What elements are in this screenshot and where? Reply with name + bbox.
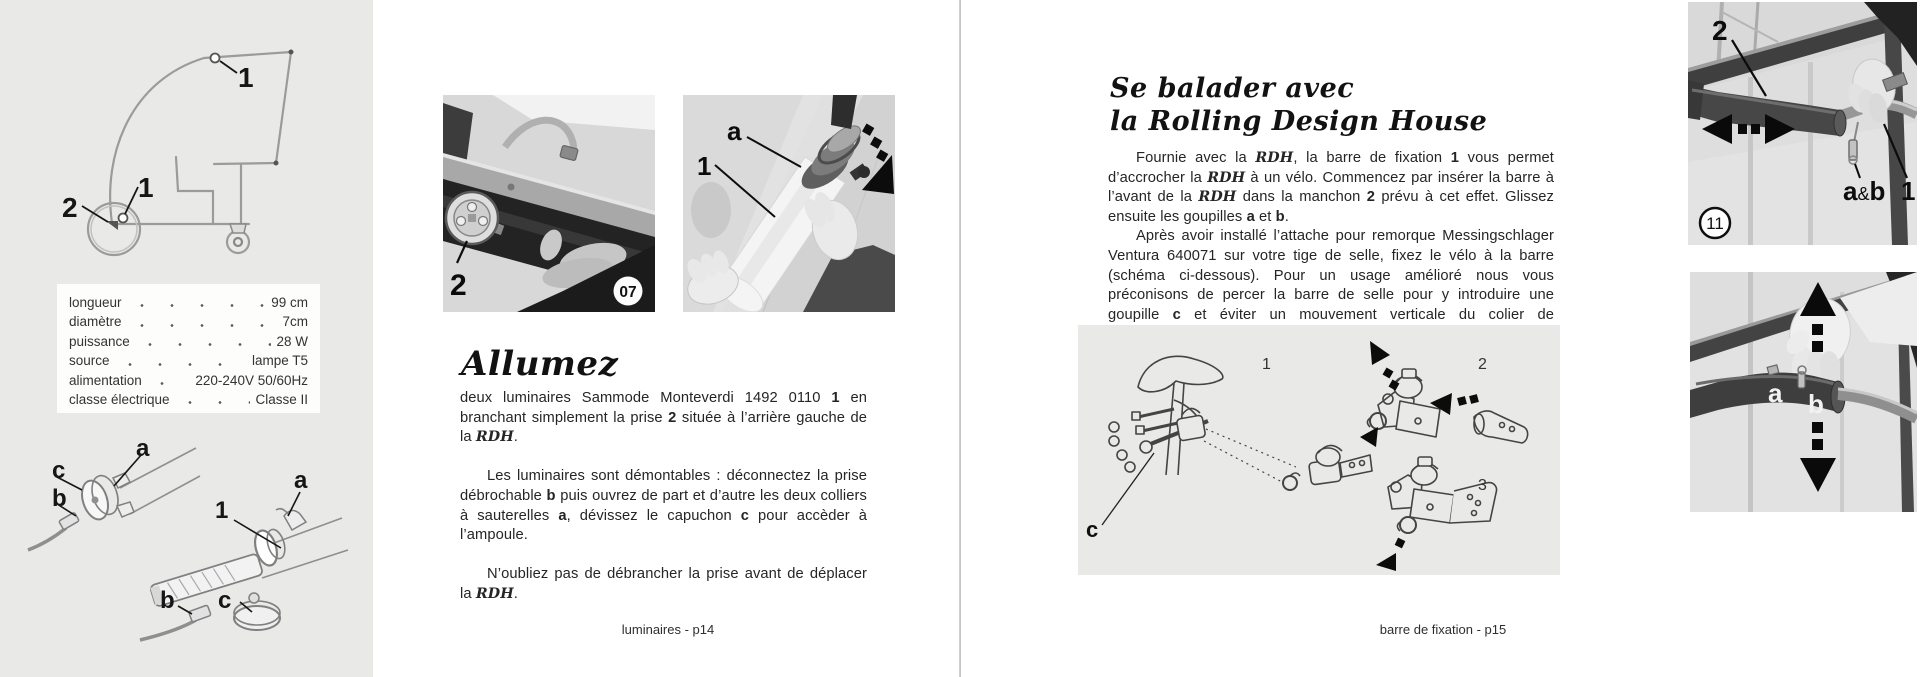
step-badge-07: [614, 277, 643, 306]
exploded-label-1: 1: [215, 497, 229, 524]
schema-label-3: 3: [1478, 477, 1487, 494]
spec-label: source: [69, 353, 110, 369]
page-title-se-balader: [1110, 72, 1487, 138]
page-footer-left: luminaires - p14: [621, 622, 715, 637]
photo-label-1: 1: [697, 151, 712, 181]
spec-label: classe électrique: [69, 392, 170, 408]
paragraph: N’oubliez pas de débrancher la prise avant de déplacer la RDH.: [460, 566, 867, 602]
spec-row: [69, 293, 308, 312]
dot-leader: [135, 332, 272, 351]
photo-pins-a-b: [1690, 272, 1917, 512]
photo-label-2: 2: [1712, 15, 1728, 46]
dot-leader: [127, 312, 278, 331]
photo-label-b: b: [1808, 389, 1824, 419]
luminaire-exploded-drawing: [0, 428, 373, 660]
body-text-right: [1108, 149, 1554, 345]
spec-row: [69, 332, 308, 351]
profile-label-1-mid: 1: [138, 172, 154, 203]
paragraph: Fournie avec la RDH, la barre de fixation 1 vous permet d’accrocher la RDH à un vélo. Commencez par insérer la barre à l’avant de la RDH dans la manchon 2 prévu à cet effet. Glissez ensuite les goupilles a et b.: [1108, 150, 1555, 225]
plug-connector: [446, 192, 498, 244]
dot-leader: [127, 293, 267, 312]
paragraph: Après avoir installé l’attache pour remorque Messingschlager Ventura 640071 sur votre tige de selle, fixez le vélo à la barre (schéma ci-dessous). Pour un usage amélioré nous vous préconisons de percer la barre de selle pour y introduire une goupille c et éviter un mouvement verticale du colier de raccordement.: [1108, 228, 1554, 343]
photo-plug-step07: [443, 95, 655, 312]
left-panel: [0, 0, 373, 677]
spec-value: 28 W: [276, 333, 308, 349]
photo-bar-insert-step11: [1688, 2, 1917, 245]
spec-row: [69, 371, 308, 390]
photo-label-2: 2: [450, 269, 467, 302]
exploded-label-c: c: [52, 457, 66, 484]
spec-row: [69, 390, 308, 409]
exploded-label-b: b: [52, 485, 67, 512]
spec-value: 99 cm: [271, 295, 308, 310]
page-gutter: [959, 0, 961, 677]
bolt-1-mid: [119, 214, 128, 223]
dot-leader: [175, 390, 251, 409]
product-profile-drawing: [0, 0, 373, 290]
exploded-label-b2: b: [160, 587, 175, 614]
photo-label-a: a: [727, 116, 742, 146]
exploded-label-a: a: [136, 435, 150, 462]
svg-text:11: 11: [1706, 214, 1724, 233]
schema-label-2: 2: [1478, 356, 1487, 373]
photo-label-a-and-b: a&b: [1843, 176, 1886, 206]
heading-line-1: Se balader avec: [1110, 73, 1355, 104]
bolt-1-top: [211, 54, 220, 63]
page-footer-right: barre de fixation - p15: [1379, 622, 1507, 637]
exploded-label-c2: c: [218, 587, 232, 614]
paragraph: deux luminaires Sammode Monteverdi 1492 0110 1 en branchant simplement la prise 2 située à l’arrière gauche de la RDH.: [460, 390, 868, 446]
spec-row: [69, 351, 308, 370]
spec-label: diamètre: [69, 314, 122, 330]
profile-label-1-top: 1: [238, 62, 254, 93]
spec-value: 7cm: [282, 314, 308, 330]
svg-text:07: 07: [619, 284, 637, 301]
paragraph: Les luminaires sont démontables : déconnectez la prise débrochable b puis ouvrez de part et d’autre les deux colliers à sauterelles a, dévissez le capuchon c pour accèder à l’ampoule.: [460, 468, 867, 544]
photo-label-1: 1: [1901, 176, 1916, 206]
spec-label: longueur: [69, 295, 122, 310]
photo-lamp-tube: [683, 95, 895, 312]
fixation-schema: [1078, 325, 1560, 575]
schema-label-c: c: [1086, 517, 1099, 542]
spec-value: Classe II: [255, 392, 308, 408]
exploded-label-a2: a: [294, 467, 308, 494]
spec-row: [69, 312, 308, 331]
heading-line-2: la Rolling Design House: [1110, 106, 1488, 137]
spec-value: lampe T5: [251, 353, 308, 369]
dot-leader: [147, 371, 191, 390]
spec-value: 220-240V 50/60Hz: [195, 372, 308, 388]
schema-arrows: [1360, 341, 1479, 571]
goupille-a: [1767, 365, 1779, 375]
photo-label-a: a: [1768, 378, 1783, 408]
body-text-left: [460, 389, 867, 605]
step-badge-11: [1700, 208, 1730, 238]
spec-label: alimentation: [69, 372, 142, 388]
page-title-allumez: Allumez: [461, 344, 619, 384]
spec-label: puissance: [69, 333, 130, 349]
schema-label-1: 1: [1262, 356, 1271, 373]
profile-label-2: 2: [62, 192, 78, 223]
dot-leader: [115, 351, 247, 370]
spec-table: [57, 284, 320, 413]
